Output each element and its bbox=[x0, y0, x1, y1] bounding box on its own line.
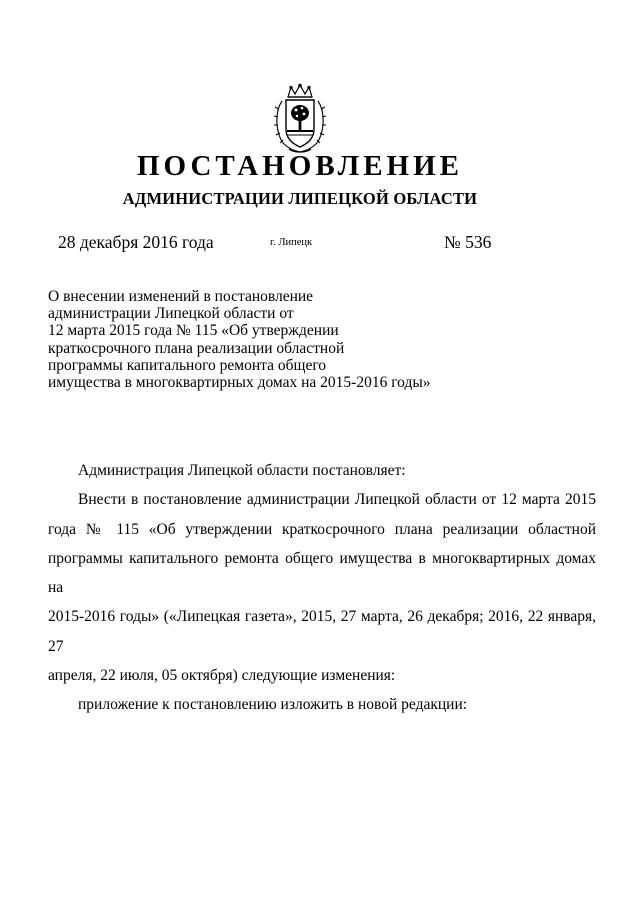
decree-intro: Администрация Липецкой области постановляет: bbox=[78, 462, 406, 479]
subject-line: имущества в многоквартирных домах на 2015-2016 годы» bbox=[48, 374, 431, 392]
paragraph-line: 2015-2016 годы» («Липецкая газета», 2015, 27 марта, 26 декабря; 2016, 22 января, 27 bbox=[48, 608, 596, 655]
subject-line: краткосрочного плана реализации областной bbox=[48, 339, 345, 357]
paragraph-line: апреля, 22 июля, 05 октября) следующие изменения: bbox=[48, 667, 396, 685]
document-subject bbox=[48, 288, 468, 391]
document-city: г. Липецк bbox=[270, 237, 313, 248]
document-body bbox=[48, 456, 596, 720]
document-number: № 536 bbox=[444, 232, 492, 252]
subject-line: 12 марта 2015 года № 115 «Об утверждении bbox=[48, 322, 339, 340]
subject-line: администрации Липецкой области от bbox=[48, 305, 294, 323]
decree-final-line: приложение к постановлению изложить в новой редакции: bbox=[78, 696, 468, 714]
document-date: 28 декабря 2016 года bbox=[58, 232, 214, 252]
paragraph-line: Внести в постановление администрации Липецкой области от 12 марта 2015 bbox=[78, 491, 596, 509]
subject-line: программы капитального ремонта общего bbox=[48, 356, 327, 374]
document-title: ПОСТАНОВЛЕНИЕ bbox=[136, 150, 463, 182]
document-subtitle: АДМИНИСТРАЦИИ ЛИПЕЦКОЙ ОБЛАСТИ bbox=[122, 189, 478, 208]
subject-line: О внесении изменений в постановление bbox=[48, 288, 314, 305]
paragraph-line: года № 115 «Об утверждении краткосрочного плана реализации областной bbox=[48, 520, 596, 538]
decree-paragraph bbox=[48, 485, 596, 690]
coat-of-arms-emblem bbox=[269, 83, 331, 155]
paragraph-line: программы капитального ремонта общего имущества в многоквартирных домах на bbox=[48, 549, 596, 597]
